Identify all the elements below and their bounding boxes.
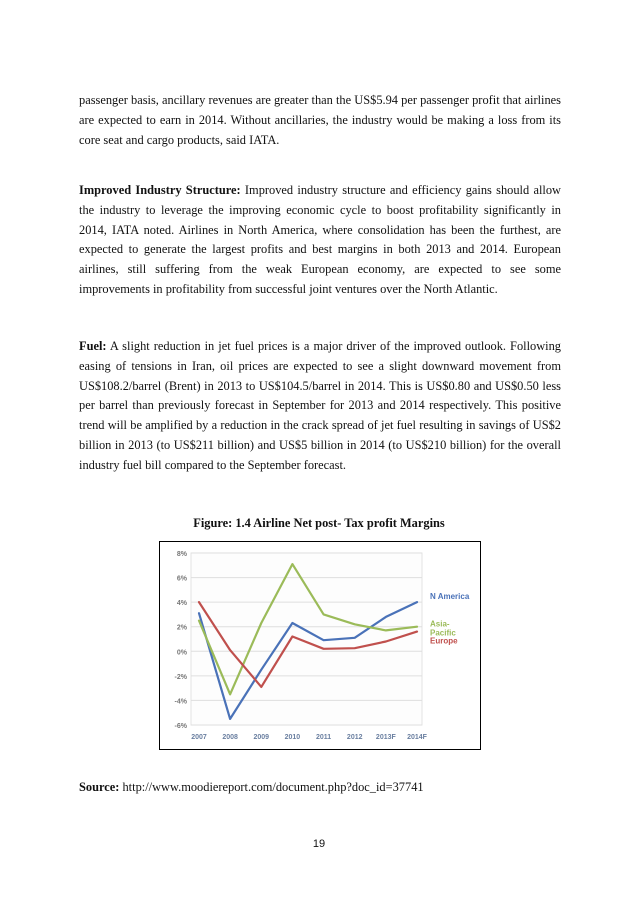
plot-area bbox=[191, 553, 422, 725]
paragraph-heading: Fuel: bbox=[79, 339, 107, 353]
paragraph-text: Improved industry structure and efficiency gains should allow the industry to leverage the improving economic cycle to boost profitability significantly in 2014, IATA noted. Airlines in North America, where consolidation has been the furthest, are expected to generate the largest profits and best margins in both 2013 and 2014. European airlines, still suffering from the weak European economy, are expected to see some improvements in profitability from successful joint ventures over the North Atlantic. bbox=[79, 183, 561, 296]
paragraph-fuel bbox=[79, 337, 561, 476]
x-tick-label: 2014F bbox=[407, 734, 427, 741]
y-tick-label: 8% bbox=[176, 551, 187, 558]
series-label: Asia-Pacific bbox=[430, 619, 456, 638]
y-tick-label: -4% bbox=[174, 698, 187, 706]
chart-svg bbox=[160, 542, 480, 749]
x-tick-label: 2012 bbox=[346, 734, 363, 741]
y-tick-label: -6% bbox=[174, 723, 187, 730]
y-tick-label: 4% bbox=[176, 600, 187, 608]
x-tick-label: 2011 bbox=[315, 734, 332, 741]
series-label: N America bbox=[430, 592, 470, 602]
paragraph-text: passenger basis, ancillary revenues are greater than the US$5.94 per passenger profit that airlines are expected to earn in 2014. Without ancillaries, the industry would be making a loss from its core seat and cargo products, said IATA. bbox=[79, 93, 561, 147]
x-tick-label: 2009 bbox=[253, 734, 270, 741]
paragraph-text: A slight reduction in jet fuel prices is a major driver of the improved outlook. Following easing of tensions in Iran, oil prices are expected to see a slight downward movement from US$108.2/barrel (Brent) in 2013 to US$104.5/barrel in 2014. This is US$0.80 and US$0.50 less per barrel than previously forecast in September for 2013 and 2014 respectively. This positive trend will be amplified by a reduction in the crack spread of jet fuel resulting in savings of US$2 billion in 2013 (to US$211 billion) and US$5 billion in 2014 (to US$210 billion) for the overall industry fuel bill compared to the September forecast. bbox=[79, 339, 561, 472]
series-label: Europe bbox=[430, 636, 458, 646]
y-tick-label: 2% bbox=[176, 624, 187, 632]
y-tick-label: -2% bbox=[174, 673, 187, 681]
paragraph-heading: Improved Industry Structure: bbox=[79, 183, 241, 197]
source-label: Source: bbox=[79, 780, 120, 794]
profit-margin-chart bbox=[159, 541, 481, 750]
paragraph-industry-structure bbox=[79, 181, 561, 300]
x-tick-label: 2010 bbox=[284, 734, 301, 741]
source-line bbox=[79, 780, 424, 795]
x-tick-label: 2008 bbox=[222, 734, 238, 741]
page-number: 19 bbox=[312, 838, 326, 850]
x-tick-label: 2007 bbox=[191, 734, 207, 741]
x-tick-label: 2013F bbox=[375, 734, 396, 741]
source-url[interactable]: http://www.moodiereport.com/document.php?doc_id=37741 bbox=[119, 780, 424, 794]
y-tick-label: 6% bbox=[176, 575, 187, 583]
paragraph-ancillary bbox=[79, 91, 561, 150]
y-tick-label: 0% bbox=[176, 649, 187, 657]
figure-caption: Figure: 1.4 Airline Net post- Tax profit Margins bbox=[193, 516, 445, 530]
